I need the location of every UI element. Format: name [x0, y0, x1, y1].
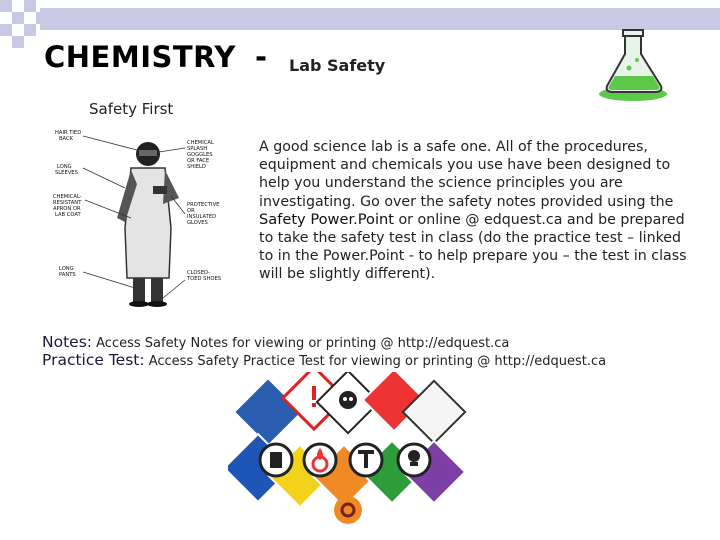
flask-icon [595, 28, 675, 103]
notes-label: Notes: [42, 333, 92, 351]
figure-label-goggles: CHEMICAL [187, 140, 214, 146]
figure-label-pants: LONG [59, 266, 74, 272]
practice-test-link[interactable]: Access Safety Practice Test for viewing or printing @ http://edquest.ca [144, 354, 607, 369]
svg-text:SHIELD: SHIELD [187, 164, 206, 170]
figure-label-apron: CHEMICAL- [53, 194, 82, 200]
page-subtitle: Lab Safety [289, 56, 386, 75]
figure-label-shoes: CLOSED- [187, 270, 210, 276]
title-dash: - [255, 40, 268, 74]
page-title: CHEMISTRY [44, 40, 236, 74]
svg-text:BACK: BACK [59, 136, 74, 142]
svg-text:PANTS: PANTS [59, 272, 76, 278]
lab-safety-figure [53, 128, 243, 308]
svg-text:TOED SHOES: TOED SHOES [187, 276, 222, 282]
notes-link[interactable]: Access Safety Notes for viewing or printing @ http://edquest.ca [92, 336, 510, 351]
practice-test-line [42, 350, 606, 369]
practice-test-label: Practice Test: [42, 351, 145, 369]
svg-text:SLEEVES: SLEEVES [55, 170, 78, 176]
svg-text:INSULATED: INSULATED [187, 214, 217, 220]
svg-text:OR FACE: OR FACE [187, 158, 210, 164]
figure-label-sleeves: LONG [57, 164, 72, 170]
safety-powerpoint-link[interactable]: Safety Power.Point [259, 210, 394, 228]
svg-text:OR: OR [187, 208, 195, 214]
svg-text:GOGGLES: GOGGLES [187, 152, 213, 158]
svg-text:RESISTANT: RESISTANT [53, 200, 82, 206]
notes-line [42, 332, 509, 351]
svg-text:GLOVES: GLOVES [187, 220, 208, 226]
top-accent-bar [40, 8, 720, 30]
intro-text-start: A good science lab is a safe one. All of the procedures, equipment and chemicals you use have been designed to help you understand the science principles you are investigating. Go over the safety notes provided using the [259, 139, 674, 210]
svg-text:LAB COAT: LAB COAT [55, 212, 81, 218]
svg-text:SPLASH: SPLASH [187, 146, 208, 152]
hazard-symbols-collage [228, 372, 468, 530]
intro-paragraph [259, 138, 699, 284]
figure-label-gloves: PROTECTIVE [187, 202, 220, 208]
svg-text:APRON OR: APRON OR [53, 206, 81, 212]
section-heading: Safety First [89, 100, 174, 118]
figure-label-hair: HAIR TIED [55, 130, 82, 136]
intro-text-end: or online @ edquest.ca and be prepared to take the safety test in class (do the practice test – linked to in the Power.Point - to help prepare you – the test in class will be slightly different). [259, 211, 687, 283]
